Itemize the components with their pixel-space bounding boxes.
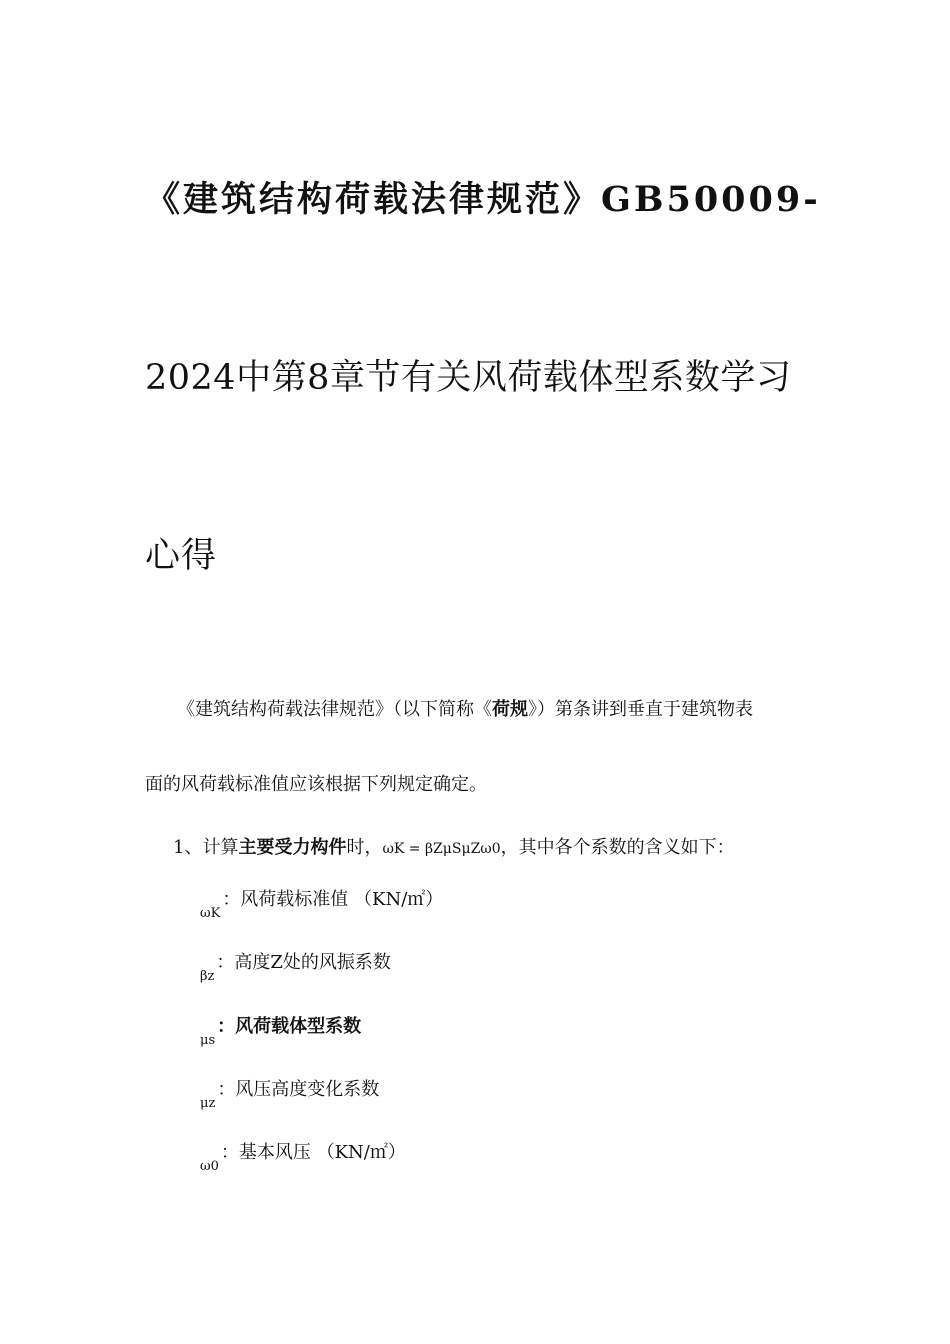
intro-abbrev: 荷规 (492, 699, 528, 720)
definition-w0 (200, 1138, 406, 1178)
definition-symbol: ω0 (200, 1159, 219, 1174)
definition-text: ：高度Z处的风振系数 (216, 952, 391, 973)
definition-text: ：风压高度变化系数 (217, 1079, 380, 1100)
definition-symbol: μs (200, 1033, 216, 1048)
intro-paragraph-line-2: 面的风荷载标准值应该根据下列规定确定。 (145, 774, 487, 795)
item-1-suffix-2: ，其中各个系数的含义如下： (500, 837, 735, 858)
document-title-line-3: 心得 (145, 536, 218, 576)
definition-text: ：风荷载体型系数 (217, 1016, 362, 1037)
intro-text-continued: 》）第条讲到垂直于建筑物表 (528, 699, 753, 720)
intro-text: 《建筑结构荷载法律规范》（以下简称《 (177, 699, 492, 720)
definition-bz (200, 948, 391, 988)
definition-uz (200, 1075, 379, 1115)
intro-paragraph-line-1 (177, 695, 753, 721)
definition-text: ：基本风压 （KN/㎡） (220, 1142, 406, 1163)
definition-symbol: βz (200, 969, 215, 984)
item-1-prefix: 1、计算 (173, 837, 239, 858)
document-title-line-2: 2024中第8章节有关风荷载体型系数学习 (145, 358, 792, 398)
wind-load-formula: ωK = βZμSμZω0 (382, 841, 501, 857)
definition-symbol: ωK (200, 906, 221, 921)
item-1-suffix: 时， (346, 837, 383, 858)
definition-us (200, 1012, 361, 1052)
item-1-bold-term: 主要受力构件 (238, 837, 347, 858)
definition-symbol: μz (200, 1096, 216, 1111)
item-1 (173, 833, 735, 859)
definition-text: ：风荷载标准值 （KN/㎡） (222, 889, 444, 910)
document-title-line-1: 《建筑结构荷载法律规范》GB50009- (145, 179, 821, 220)
definition-wk (200, 885, 443, 925)
